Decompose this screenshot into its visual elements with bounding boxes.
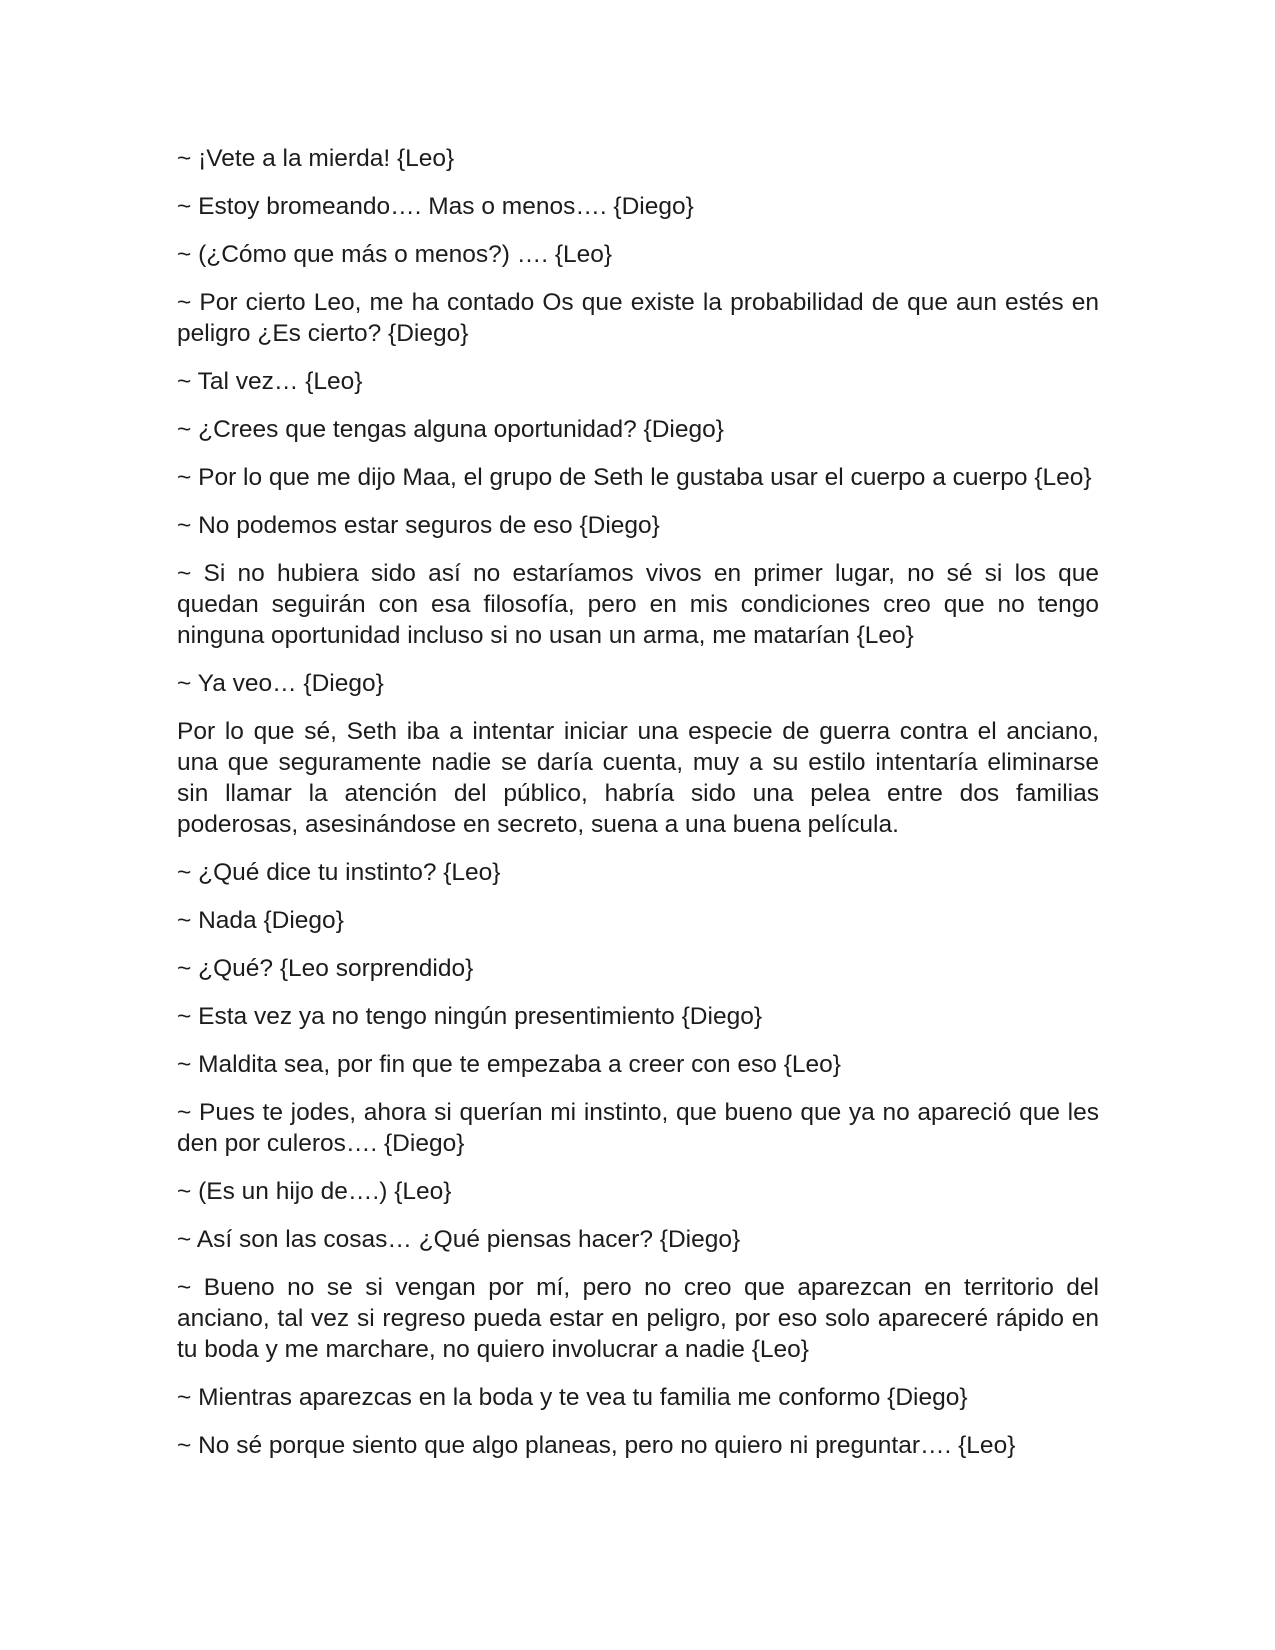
dialogue-line: ~ Maldita sea, por fin que te empezaba a creer con eso {Leo} [177, 1051, 841, 1078]
dialogue-line: ~ ¡Vete a la mierda! {Leo} [177, 145, 455, 172]
dialogue-line: ~ (Es un hijo de….) {Leo} [177, 1178, 452, 1205]
dialogue-line: ~ Nada {Diego} [177, 907, 344, 934]
dialogue-line: ~ Así son las cosas… ¿Qué piensas hacer? {Diego} [177, 1226, 741, 1253]
dialogue-line: ~ (¿Cómo que más o menos?) …. {Leo} [177, 241, 613, 268]
dialogue-line: ~ Estoy bromeando…. Mas o menos…. {Diego} [177, 193, 694, 220]
dialogue-line: ~ Por cierto Leo, me ha contado Os que existe la probabilidad de que aun estés en peligro ¿Es cierto? {Diego} [177, 289, 1099, 347]
dialogue-line: ~ ¿Qué dice tu instinto? {Leo} [177, 859, 501, 886]
dialogue-line: ~ Ya veo… {Diego} [177, 670, 384, 697]
dialogue-line: ~ ¿Crees que tengas alguna oportunidad? {Diego} [177, 416, 724, 443]
dialogue-line: ~ Esta vez ya no tengo ningún presentimiento {Diego} [177, 1003, 762, 1030]
dialogue-line: ~ Pues te jodes, ahora si querían mi instinto, que bueno que ya no apareció que les den por culeros…. {Diego} [177, 1099, 1099, 1157]
dialogue-line: ~ Si no hubiera sido así no estaríamos vivos en primer lugar, no sé si los que quedan seguirán con esa filosofía, pero en mis condiciones creo que no tengo ninguna oportunidad incluso si no usan un arma, me matarían {Leo} [177, 560, 1099, 649]
narration-paragraph: Por lo que sé, Seth iba a intentar iniciar una especie de guerra contra el anciano, una que seguramente nadie se daría cuenta, muy a su estilo intentaría eliminarse sin llamar la atención del público, habría sido una pelea entre dos familias poderosas, asesinándose en secreto, suena a una buena película. [177, 718, 1099, 838]
dialogue-line: ~ Por lo que me dijo Maa, el grupo de Seth le gustaba usar el cuerpo a cuerpo {Leo} [177, 464, 1092, 491]
dialogue-line: ~ No sé porque siento que algo planeas, pero no quiero ni preguntar…. {Leo} [177, 1432, 1016, 1459]
dialogue-line: ~ Bueno no se si vengan por mí, pero no creo que aparezcan en territorio del anciano, tal vez si regreso pueda estar en peligro, por eso solo apareceré rápido en tu boda y me marchare, no quiero involucrar a nadie {Leo} [177, 1274, 1099, 1363]
dialogue-line: ~ ¿Qué? {Leo sorprendido} [177, 955, 474, 982]
document-body [177, 143, 1099, 1478]
dialogue-line: ~ Mientras aparezcas en la boda y te vea tu familia me conformo {Diego} [177, 1384, 968, 1411]
dialogue-line: ~ No podemos estar seguros de eso {Diego} [177, 512, 660, 539]
dialogue-line: ~ Tal vez… {Leo} [177, 368, 363, 395]
